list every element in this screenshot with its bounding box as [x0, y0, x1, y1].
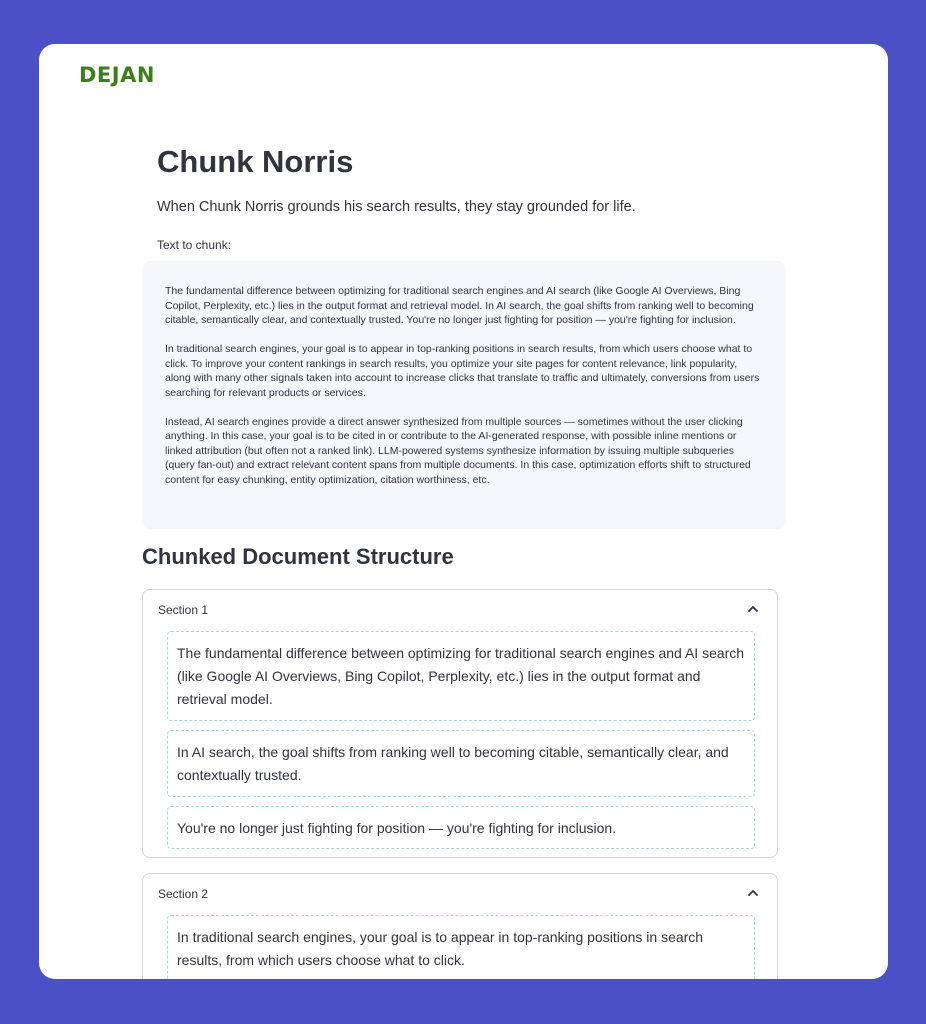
section-1-header[interactable]: [143, 590, 777, 630]
section-2-header[interactable]: [143, 874, 777, 914]
input-paragraph-1: The fundamental difference between optimizing for traditional search engines and AI search (like Google AI Overviews, Bing Copilot, Perplexity, etc.) lies in the output format and retrieval model. In AI search, the goal shifts from ranking well to becoming citable, semantically clear, and contextually trusted. You're no longer just fighting for position — you're fighting for inclusion.: [165, 285, 754, 326]
text-to-chunk-input[interactable]: [142, 261, 786, 529]
chunk-box: [167, 631, 755, 721]
section-1-title: Section 1: [158, 603, 209, 617]
page-subtitle: When Chunk Norris grounds his search results, they stay grounded for life.: [157, 199, 636, 215]
chunk-box: [167, 730, 755, 797]
dejan-logo[interactable]: DEJAN: [79, 63, 155, 87]
input-paragraph-2: In traditional search engines, your goal is to appear in top-ranking positions in search results, from which users choose what to click. To improve your content rankings in search results, you optimize your site pages for content relevance, link popularity, along with many other signals taken into account to increase clicks that translate to traffic and ultimately, conversions from users searching for relevant products or services.: [165, 343, 760, 399]
chunk-box: [167, 806, 755, 849]
page-title: Chunk Norris: [157, 144, 354, 179]
section-1-expander: [142, 589, 778, 858]
app-card: [39, 44, 888, 979]
input-paragraph-3: Instead, AI search engines provide a direct answer synthesized from multiple sources — sometimes without the user clicking anything. In this case, your goal is to be cited in or contribute to the AI-generated response, with possible inline mentions or linked attribution (but often not a ranked link). LLM-powered systems synthesize information by issuing multiple subqueries (query fan-out) and extract relevant content spans from multiple documents. In this case, optimization efforts shift to structured content for easy chunking, entity optimization, citation worthiness, etc.: [165, 415, 751, 486]
section-2-expander: [142, 873, 778, 979]
chevron-up-icon[interactable]: [746, 886, 760, 900]
section-2-title: Section 2: [158, 887, 209, 901]
text-input-label: Text to chunk:: [157, 238, 232, 252]
chunk-text: The fundamental difference between optimizing for traditional search engines and AI search (like Google AI Overviews, Bing Copilot, Perplexity, etc.) lies in the output format and retrieval model.: [177, 645, 745, 707]
chunk-box: [167, 915, 755, 979]
chunk-text: In traditional search engines, your goal is to appear in top-ranking positions in search results, from which users choose what to click.: [177, 929, 704, 968]
chunked-structure-heading: Chunked Document Structure: [142, 544, 454, 569]
chevron-up-icon[interactable]: [746, 602, 760, 616]
chunk-text: You're no longer just fighting for position — you're fighting for inclusion.: [177, 820, 617, 836]
chunk-text: In AI search, the goal shifts from ranking well to becoming citable, semantically clear, and contextually trusted.: [177, 744, 729, 783]
